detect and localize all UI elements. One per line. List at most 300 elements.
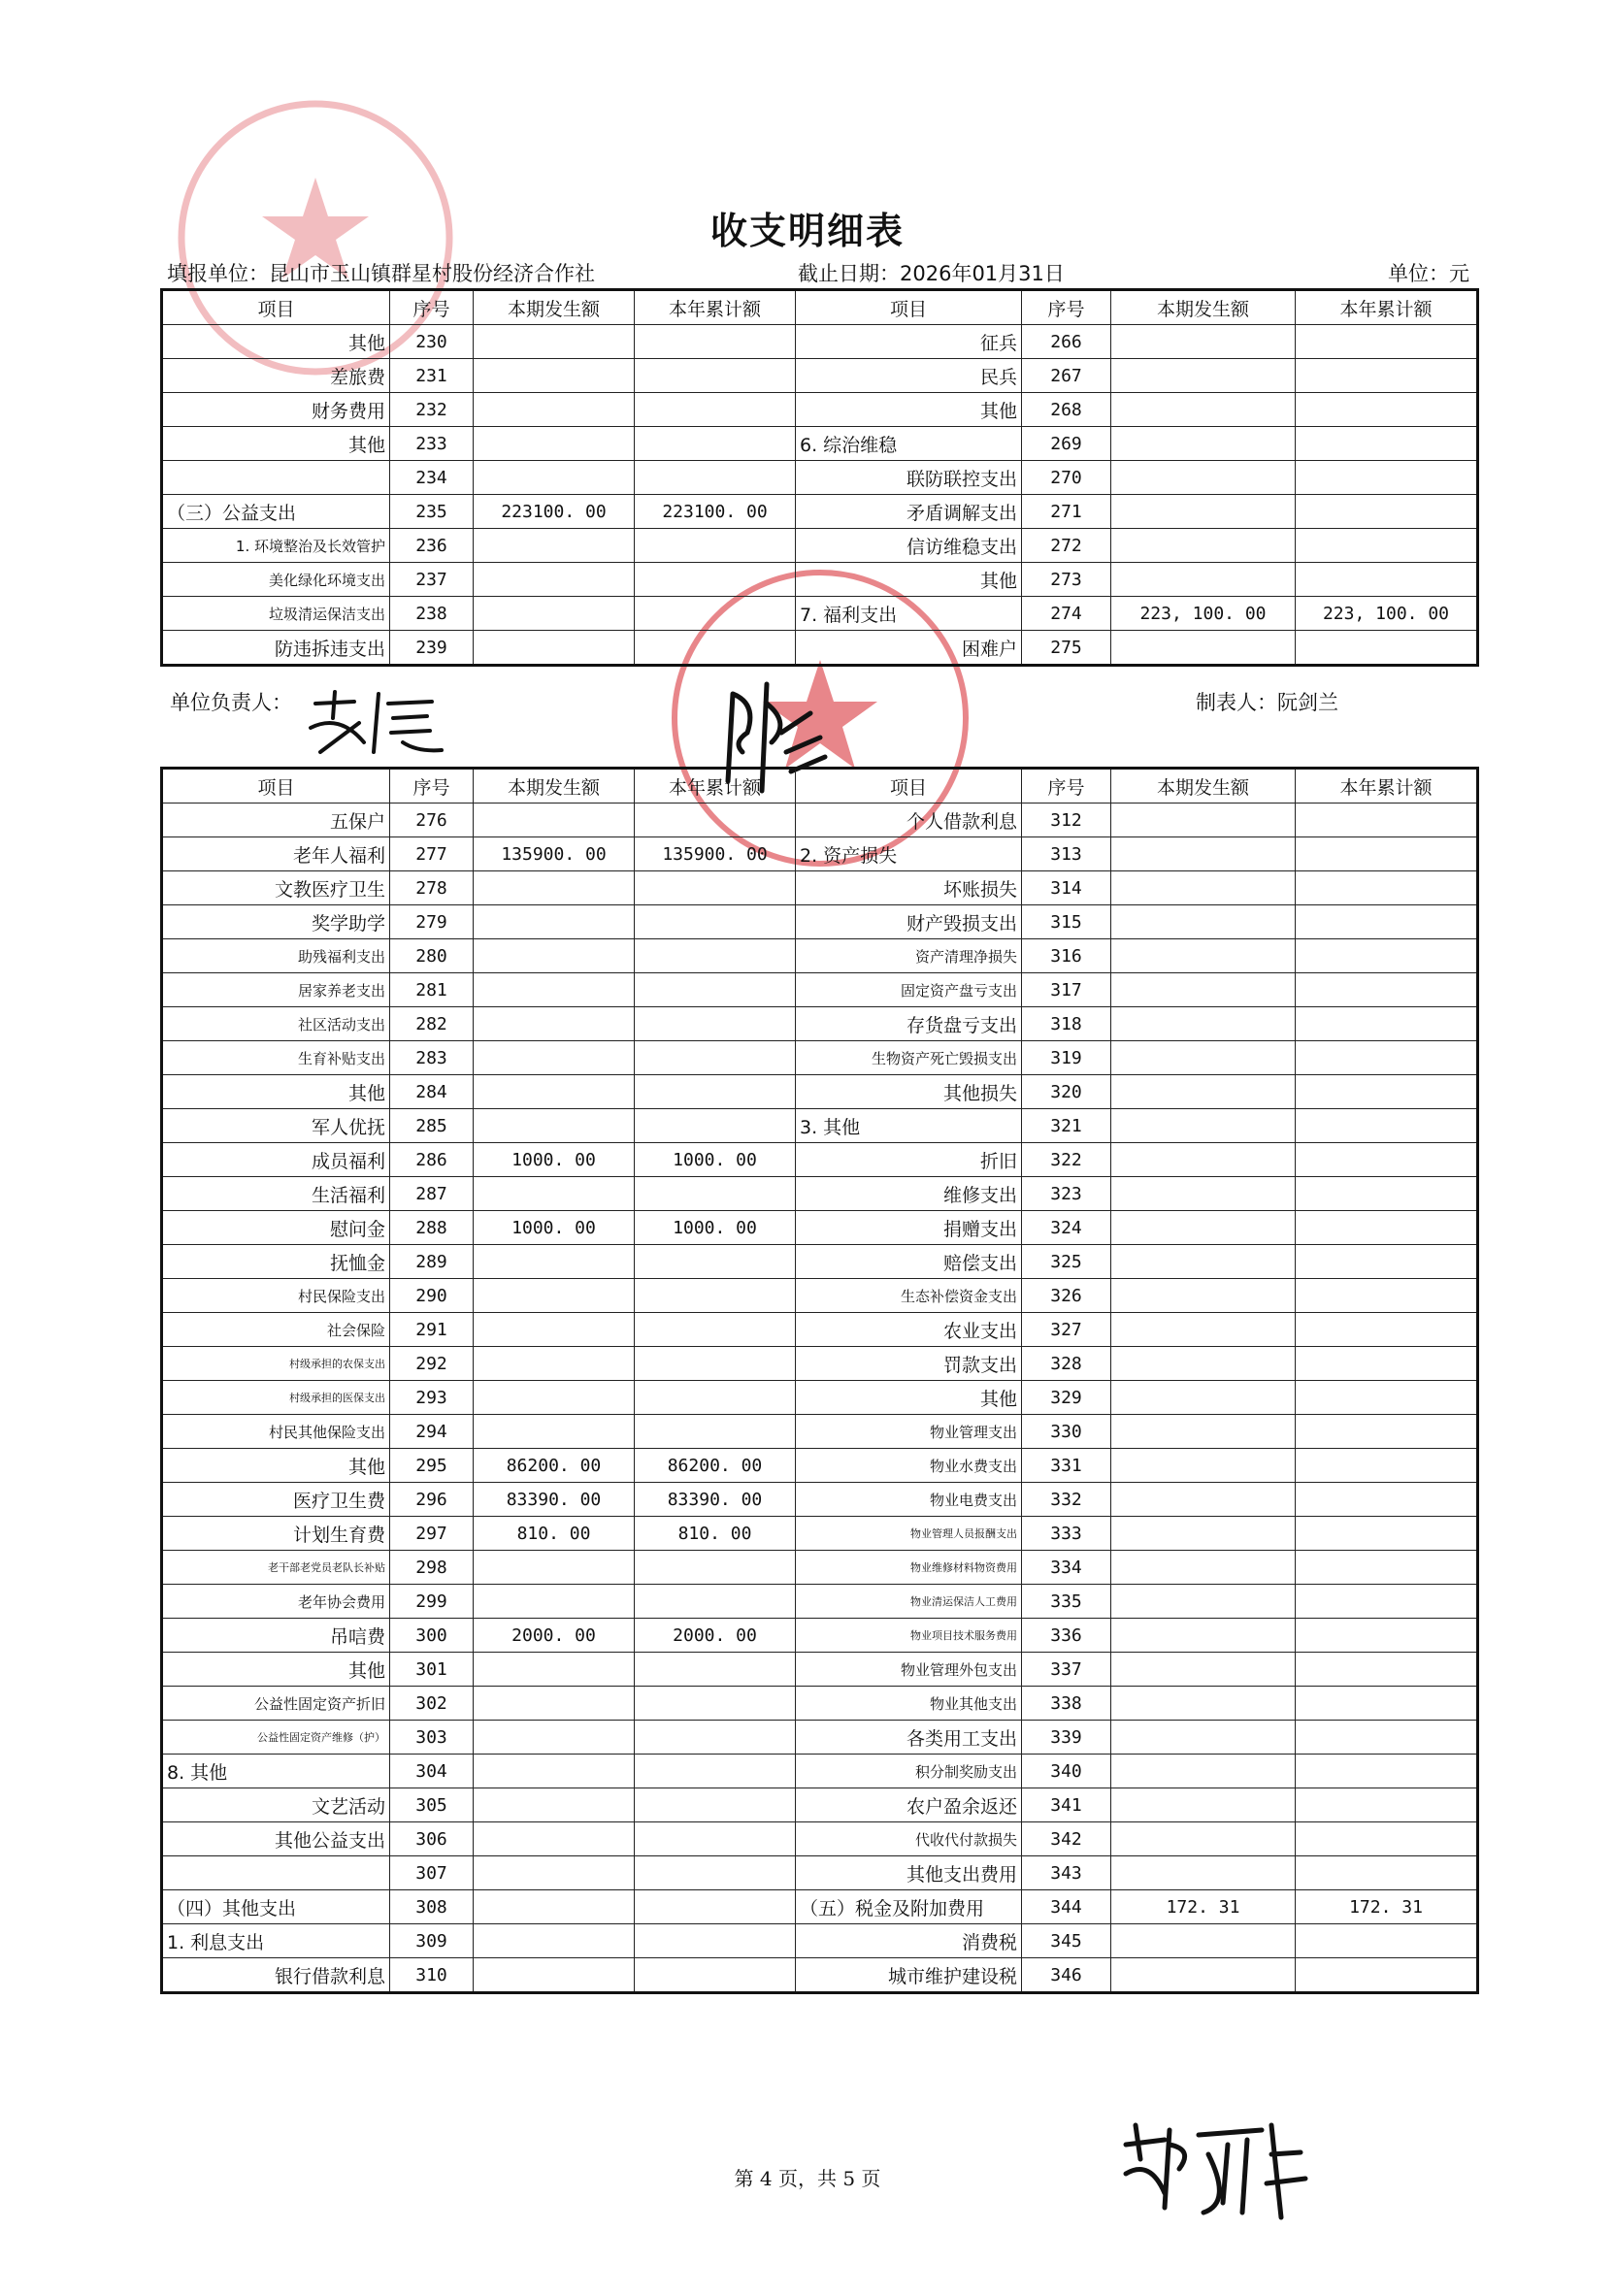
current-amount-cell [474, 1687, 635, 1721]
current-amount-cell: 223, 100. 00 [1111, 597, 1296, 631]
current-amount-cell [1111, 1245, 1296, 1279]
cutoff-date [798, 258, 1065, 287]
ytd-amount-cell [635, 1788, 796, 1822]
seq-cell: 280 [390, 939, 474, 973]
item-name-cell: 2. 资产损失 [796, 837, 1022, 871]
ytd-amount-cell [1296, 1075, 1478, 1109]
seq-cell: 279 [390, 905, 474, 939]
ytd-amount-cell [635, 427, 796, 461]
ytd-amount-cell [635, 1041, 796, 1075]
table-row [162, 1483, 1478, 1517]
seq-cell: 282 [390, 1007, 474, 1041]
ytd-amount-cell [635, 1415, 796, 1449]
table-row [162, 1958, 1478, 1993]
ytd-amount-cell [1296, 1483, 1478, 1517]
seq-cell: 319 [1022, 1041, 1111, 1075]
item-name-cell: 其他 [162, 427, 390, 461]
current-amount-cell [1111, 1449, 1296, 1483]
detail-table-upper [160, 288, 1479, 667]
ytd-amount-cell [635, 1245, 796, 1279]
cutoff-date-label: 截止日期： [798, 262, 900, 285]
table-row [162, 1653, 1478, 1687]
item-name-cell [162, 1856, 390, 1890]
ytd-amount-cell: 86200. 00 [635, 1449, 796, 1483]
current-amount-cell [474, 1958, 635, 1993]
item-name-cell: 文教医疗卫生 [162, 871, 390, 905]
seq-cell: 273 [1022, 563, 1111, 597]
seq-cell: 272 [1022, 529, 1111, 563]
ytd-amount-cell [635, 1687, 796, 1721]
current-amount-cell [1111, 1619, 1296, 1653]
reporting-unit [167, 258, 595, 287]
current-amount-cell [474, 1245, 635, 1279]
current-amount-cell [1111, 1313, 1296, 1347]
current-amount-cell [474, 1109, 635, 1143]
seq-cell: 321 [1022, 1109, 1111, 1143]
seq-cell: 330 [1022, 1415, 1111, 1449]
seq-cell: 285 [390, 1109, 474, 1143]
item-name-cell: 积分制奖励支出 [796, 1755, 1022, 1788]
item-name-cell: 其他 [796, 393, 1022, 427]
seq-cell: 297 [390, 1517, 474, 1551]
seq-cell: 286 [390, 1143, 474, 1177]
seq-cell: 324 [1022, 1211, 1111, 1245]
ytd-amount-cell [635, 1653, 796, 1687]
table-row [162, 1517, 1478, 1551]
page-number: 第 4 页，共 5 页 [734, 2167, 881, 2190]
current-amount-cell [474, 973, 635, 1007]
ytd-amount-cell [1296, 1551, 1478, 1585]
ytd-amount-cell [1296, 1143, 1478, 1177]
seq-cell: 309 [390, 1924, 474, 1958]
table-row [162, 1890, 1478, 1924]
ytd-amount-cell [1296, 1517, 1478, 1551]
ytd-amount-cell [635, 325, 796, 359]
ytd-amount-cell [1296, 393, 1478, 427]
seq-cell: 274 [1022, 597, 1111, 631]
ytd-amount-cell [635, 804, 796, 837]
seq-cell: 238 [390, 597, 474, 631]
seq-cell: 316 [1022, 939, 1111, 973]
current-amount-cell [1111, 1822, 1296, 1856]
cutoff-date-value: 2026年01月31日 [900, 262, 1065, 285]
table-row [162, 1856, 1478, 1890]
table-row [162, 1041, 1478, 1075]
item-name-cell: 矛盾调解支出 [796, 495, 1022, 529]
current-amount-cell [474, 905, 635, 939]
seq-cell: 283 [390, 1041, 474, 1075]
item-name-cell: 社区活动支出 [162, 1007, 390, 1041]
seq-cell: 326 [1022, 1279, 1111, 1313]
item-name-cell: 生态补偿资金支出 [796, 1279, 1022, 1313]
seq-cell: 277 [390, 837, 474, 871]
current-amount-cell [1111, 393, 1296, 427]
table-row [162, 1245, 1478, 1279]
ytd-amount-cell [635, 1755, 796, 1788]
current-amount-cell [1111, 804, 1296, 837]
current-amount-cell [1111, 1109, 1296, 1143]
seq-cell: 306 [390, 1822, 474, 1856]
column-header: 序号 [390, 769, 474, 804]
item-name-cell: 助残福利支出 [162, 939, 390, 973]
seq-cell: 334 [1022, 1551, 1111, 1585]
current-amount-cell [1111, 1958, 1296, 1993]
table-row [162, 1211, 1478, 1245]
table-row [162, 1313, 1478, 1347]
ytd-amount-cell [635, 1822, 796, 1856]
seq-cell: 344 [1022, 1890, 1111, 1924]
ytd-amount-cell [1296, 1585, 1478, 1619]
item-name-cell: 信访维稳支出 [796, 529, 1022, 563]
ytd-amount-cell [1296, 1856, 1478, 1890]
current-amount-cell [474, 1755, 635, 1788]
current-amount-cell [474, 1788, 635, 1822]
seq-cell: 234 [390, 461, 474, 495]
column-header: 本期发生额 [1111, 290, 1296, 325]
current-amount-cell [474, 1822, 635, 1856]
ytd-amount-cell [635, 1721, 796, 1755]
currency-unit [1388, 258, 1469, 287]
current-amount-cell [474, 1415, 635, 1449]
current-amount-cell: 172. 31 [1111, 1890, 1296, 1924]
item-name-cell: 消费税 [796, 1924, 1022, 1958]
ytd-amount-cell [1296, 1653, 1478, 1687]
item-name-cell: 其他 [796, 1381, 1022, 1415]
seq-cell: 295 [390, 1449, 474, 1483]
item-name-cell: 计划生育费 [162, 1517, 390, 1551]
seq-cell: 327 [1022, 1313, 1111, 1347]
current-amount-cell [1111, 1585, 1296, 1619]
seq-cell: 323 [1022, 1177, 1111, 1211]
ytd-amount-cell [635, 597, 796, 631]
item-name-cell: 其他 [162, 1075, 390, 1109]
detail-table-lower [160, 767, 1479, 1994]
ytd-amount-cell [1296, 1721, 1478, 1755]
current-amount-cell [474, 1924, 635, 1958]
table-row [162, 495, 1478, 529]
item-name-cell: 村级承担的农保支出 [162, 1347, 390, 1381]
ytd-amount-cell [635, 871, 796, 905]
seq-cell: 328 [1022, 1347, 1111, 1381]
item-name-cell: 赔偿支出 [796, 1245, 1022, 1279]
seq-cell: 302 [390, 1687, 474, 1721]
table-row [162, 1585, 1478, 1619]
table-row [162, 427, 1478, 461]
table-header-row [162, 290, 1478, 325]
item-name-cell: 公益性固定资产维修（护） [162, 1721, 390, 1755]
current-amount-cell [1111, 1483, 1296, 1517]
ytd-amount-cell [1296, 1415, 1478, 1449]
current-amount-cell [1111, 325, 1296, 359]
seq-cell: 287 [390, 1177, 474, 1211]
ytd-amount-cell [635, 529, 796, 563]
current-amount-cell [1111, 1517, 1296, 1551]
seq-cell: 318 [1022, 1007, 1111, 1041]
current-amount-cell [474, 1279, 635, 1313]
preparer-label: 制表人： [1196, 691, 1277, 714]
ytd-amount-cell [1296, 1279, 1478, 1313]
seq-cell: 336 [1022, 1619, 1111, 1653]
seq-cell: 310 [390, 1958, 474, 1993]
seq-cell: 289 [390, 1245, 474, 1279]
current-amount-cell [474, 1177, 635, 1211]
seq-cell: 338 [1022, 1687, 1111, 1721]
unit-leader-label: 单位负责人： [170, 691, 292, 714]
ytd-amount-cell [1296, 359, 1478, 393]
seq-cell: 237 [390, 563, 474, 597]
page-title: 收支明细表 [709, 210, 905, 252]
ytd-amount-cell [1296, 1822, 1478, 1856]
current-amount-cell [1111, 427, 1296, 461]
current-amount-cell [474, 871, 635, 905]
item-name-cell: 其他损失 [796, 1075, 1022, 1109]
item-name-cell: 防违拆违支出 [162, 631, 390, 666]
item-name-cell: 物业管理外包支出 [796, 1653, 1022, 1687]
table-row [162, 1381, 1478, 1415]
seq-cell: 339 [1022, 1721, 1111, 1755]
current-amount-cell [474, 461, 635, 495]
current-amount-cell [1111, 529, 1296, 563]
current-amount-cell [1111, 631, 1296, 666]
current-amount-cell [474, 1313, 635, 1347]
item-name-cell: 其他 [796, 563, 1022, 597]
seq-cell: 322 [1022, 1143, 1111, 1177]
column-header: 本年累计额 [1296, 290, 1478, 325]
seq-cell: 233 [390, 427, 474, 461]
reporting-unit-label: 填报单位： [167, 262, 269, 285]
current-amount-cell [1111, 1653, 1296, 1687]
item-name-cell: 老年协会费用 [162, 1585, 390, 1619]
current-amount-cell [1111, 1551, 1296, 1585]
item-name-cell: 农户盈余返还 [796, 1788, 1022, 1822]
ytd-amount-cell [1296, 529, 1478, 563]
item-name-cell: 成员福利 [162, 1143, 390, 1177]
table-row [162, 1619, 1478, 1653]
current-amount-cell [474, 804, 635, 837]
item-name-cell: 捐赠支出 [796, 1211, 1022, 1245]
current-amount-cell [474, 359, 635, 393]
table-row [162, 837, 1478, 871]
item-name-cell: 其他 [162, 325, 390, 359]
ytd-amount-cell [1296, 1245, 1478, 1279]
current-amount-cell [474, 1585, 635, 1619]
ytd-amount-cell [635, 393, 796, 427]
current-amount-cell [1111, 871, 1296, 905]
ytd-amount-cell [635, 905, 796, 939]
ytd-amount-cell [1296, 495, 1478, 529]
ytd-amount-cell [1296, 1619, 1478, 1653]
current-amount-cell: 86200. 00 [474, 1449, 635, 1483]
item-name-cell: （四）其他支出 [162, 1890, 390, 1924]
item-name-cell: 医疗卫生费 [162, 1483, 390, 1517]
seq-cell: 308 [390, 1890, 474, 1924]
current-amount-cell [1111, 939, 1296, 973]
ytd-amount-cell [1296, 1958, 1478, 1993]
table-row [162, 359, 1478, 393]
column-header: 序号 [390, 290, 474, 325]
seq-cell: 298 [390, 1551, 474, 1585]
table-row [162, 1755, 1478, 1788]
current-amount-cell [1111, 1211, 1296, 1245]
ytd-amount-cell: 172. 31 [1296, 1890, 1478, 1924]
ytd-amount-cell [1296, 939, 1478, 973]
table-row [162, 871, 1478, 905]
seq-cell: 331 [1022, 1449, 1111, 1483]
current-amount-cell [1111, 461, 1296, 495]
ytd-amount-cell: 2000. 00 [635, 1619, 796, 1653]
ytd-amount-cell [1296, 1177, 1478, 1211]
seq-cell: 337 [1022, 1653, 1111, 1687]
ytd-amount-cell [635, 1381, 796, 1415]
item-name-cell: 8. 其他 [162, 1755, 390, 1788]
current-amount-cell [474, 1721, 635, 1755]
seq-cell: 231 [390, 359, 474, 393]
table-row [162, 1449, 1478, 1483]
current-amount-cell [1111, 1924, 1296, 1958]
item-name-cell: 军人优抚 [162, 1109, 390, 1143]
ytd-amount-cell: 1000. 00 [635, 1143, 796, 1177]
ytd-amount-cell [1296, 1381, 1478, 1415]
seq-cell: 269 [1022, 427, 1111, 461]
ytd-amount-cell [1296, 871, 1478, 905]
current-amount-cell [474, 1041, 635, 1075]
item-name-cell: 折旧 [796, 1143, 1022, 1177]
current-amount-cell [1111, 1007, 1296, 1041]
ytd-amount-cell [635, 631, 796, 666]
ytd-amount-cell [1296, 325, 1478, 359]
reporting-unit-name: 昆山市玉山镇群星村股份经济合作社 [269, 262, 595, 285]
seq-cell: 230 [390, 325, 474, 359]
item-name-cell: 固定资产盘亏支出 [796, 973, 1022, 1007]
table-row [162, 1415, 1478, 1449]
ytd-amount-cell: 1000. 00 [635, 1211, 796, 1245]
item-name-cell: 物业项目技术服务费用 [796, 1619, 1022, 1653]
current-amount-cell [1111, 495, 1296, 529]
table-row [162, 905, 1478, 939]
current-amount-cell [1111, 1856, 1296, 1890]
column-header: 项目 [796, 290, 1022, 325]
seq-cell: 275 [1022, 631, 1111, 666]
table-row [162, 1687, 1478, 1721]
current-amount-cell [1111, 905, 1296, 939]
item-name-cell: 7. 福利支出 [796, 597, 1022, 631]
ytd-amount-cell [1296, 631, 1478, 666]
table-row [162, 1924, 1478, 1958]
seq-cell: 271 [1022, 495, 1111, 529]
ytd-amount-cell [1296, 1211, 1478, 1245]
column-header: 本期发生额 [474, 769, 635, 804]
item-name-cell: 罚款支出 [796, 1347, 1022, 1381]
item-name-cell: 村民保险支出 [162, 1279, 390, 1313]
table-row [162, 325, 1478, 359]
seq-cell: 293 [390, 1381, 474, 1415]
item-name-cell: 老干部老党员老队长补贴 [162, 1551, 390, 1585]
seq-cell: 294 [390, 1415, 474, 1449]
seq-cell: 313 [1022, 837, 1111, 871]
table-row [162, 804, 1478, 837]
table-row [162, 393, 1478, 427]
seq-cell: 345 [1022, 1924, 1111, 1958]
current-amount-cell [1111, 1041, 1296, 1075]
table-row [162, 1721, 1478, 1755]
item-name-cell: 生物资产死亡毁损支出 [796, 1041, 1022, 1075]
item-name-cell: 1. 利息支出 [162, 1924, 390, 1958]
current-amount-cell [1111, 1075, 1296, 1109]
seq-cell: 292 [390, 1347, 474, 1381]
item-name-cell: （三）公益支出 [162, 495, 390, 529]
current-amount-cell [1111, 837, 1296, 871]
item-name-cell: 其他 [162, 1449, 390, 1483]
table-row [162, 1075, 1478, 1109]
current-amount-cell [1111, 1143, 1296, 1177]
current-amount-cell [1111, 1177, 1296, 1211]
column-header: 项目 [162, 290, 390, 325]
seq-cell: 281 [390, 973, 474, 1007]
ytd-amount-cell [635, 1958, 796, 1993]
current-amount-cell: 1000. 00 [474, 1211, 635, 1245]
ytd-amount-cell [1296, 563, 1478, 597]
column-header: 本期发生额 [474, 290, 635, 325]
seq-cell: 329 [1022, 1381, 1111, 1415]
column-header: 项目 [162, 769, 390, 804]
current-amount-cell: 2000. 00 [474, 1619, 635, 1653]
seq-cell: 333 [1022, 1517, 1111, 1551]
item-name-cell: 物业管理人员报酬支出 [796, 1517, 1022, 1551]
seq-cell: 315 [1022, 905, 1111, 939]
item-name-cell: 吊唁费 [162, 1619, 390, 1653]
ytd-amount-cell [1296, 804, 1478, 837]
seq-cell: 267 [1022, 359, 1111, 393]
item-name-cell: 美化绿化环境支出 [162, 563, 390, 597]
ytd-amount-cell [635, 939, 796, 973]
current-amount-cell [474, 529, 635, 563]
item-name-cell: 公益性固定资产折旧 [162, 1687, 390, 1721]
ytd-amount-cell [635, 973, 796, 1007]
item-name-cell: 物业水费支出 [796, 1449, 1022, 1483]
item-name-cell: 征兵 [796, 325, 1022, 359]
item-name-cell: 慰问金 [162, 1211, 390, 1245]
table-row [162, 1788, 1478, 1822]
table-row [162, 1347, 1478, 1381]
current-amount-cell [474, 1007, 635, 1041]
ytd-amount-cell: 83390. 00 [635, 1483, 796, 1517]
item-name-cell: 联防联控支出 [796, 461, 1022, 495]
table-row [162, 461, 1478, 495]
current-amount-cell: 223100. 00 [474, 495, 635, 529]
ytd-amount-cell: 223100. 00 [635, 495, 796, 529]
ytd-amount-cell [1296, 837, 1478, 871]
seq-cell: 266 [1022, 325, 1111, 359]
item-name-cell: 各类用工支出 [796, 1721, 1022, 1755]
seq-cell: 335 [1022, 1585, 1111, 1619]
item-name-cell: 农业支出 [796, 1313, 1022, 1347]
preparer [1196, 687, 1338, 716]
item-name-cell: 1. 环境整治及长效管护 [162, 529, 390, 563]
ytd-amount-cell [635, 1109, 796, 1143]
seq-cell: 312 [1022, 804, 1111, 837]
ytd-amount-cell [635, 359, 796, 393]
seq-cell: 299 [390, 1585, 474, 1619]
ytd-amount-cell [635, 1279, 796, 1313]
currency-unit-label: 单位： [1388, 262, 1449, 285]
seq-cell: 307 [390, 1856, 474, 1890]
seq-cell: 317 [1022, 973, 1111, 1007]
item-name-cell: 物业电费支出 [796, 1483, 1022, 1517]
current-amount-cell [1111, 1279, 1296, 1313]
currency-unit-value: 元 [1449, 262, 1469, 285]
column-header: 序号 [1022, 769, 1111, 804]
seq-cell: 314 [1022, 871, 1111, 905]
